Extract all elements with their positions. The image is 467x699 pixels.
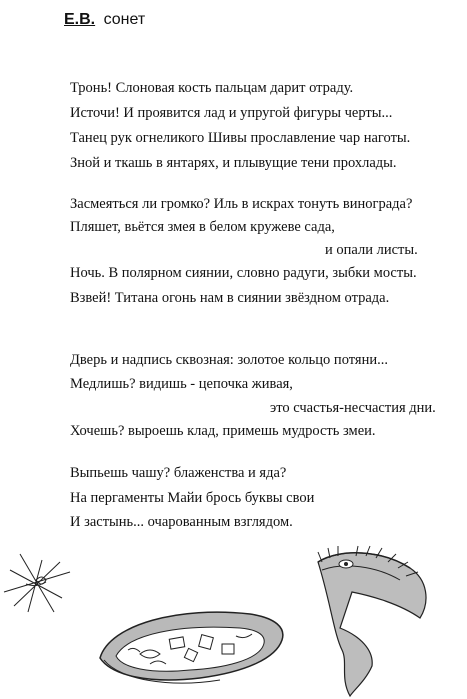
poem-line: На пергаменты Майи брось буквы свои (70, 490, 315, 506)
bowl-sketch-icon (100, 612, 283, 683)
poem-line: Источи! И проявится лад и упругой фигуры черты... (70, 105, 393, 121)
decorative-drawings (0, 540, 467, 699)
poem-line: Засмеяться ли громко? Иль в искрах тонуть винограда? (70, 196, 413, 212)
author-initials: Е.В. (64, 11, 96, 28)
poem-line: Ночь. В полярном сиянии, словно радуги, зыбки мосты. (70, 265, 417, 281)
poem-line: Танец рук огнеликого Шивы прославление чар наготы. (70, 130, 411, 146)
poem-line-indented: и опали листы. (325, 242, 418, 258)
poem-line: Дверь и надпись сквозная: золотое кольцо потяни... (70, 352, 388, 368)
poem-line: Медлишь? видишь - цепочка живая, (70, 376, 293, 392)
poem-line: Пляшет, вьётся змея в белом кружеве сада, (70, 219, 335, 235)
snake-eye-sketch-icon (318, 546, 426, 696)
poem-line: Тронь! Слоновая кость пальцам дарит отраду. (70, 80, 354, 96)
genre-label: сонет (103, 11, 146, 28)
star-sketch-icon (4, 554, 70, 612)
poem-line: Зной и ткашь в янтарях, и плывущие тени прохлады. (70, 155, 397, 171)
poem-line: И застынь... очарованным взглядом. (70, 514, 293, 530)
poem-line: Взвей! Титана огонь нам в сиянии звёздном отрада. (70, 290, 390, 306)
page-header (64, 10, 145, 30)
poem-line-indented: это счастья-несчастия дни. (270, 400, 436, 416)
poem-line: Выпьешь чашу? блаженства и яда? (70, 465, 287, 481)
poem-line: Хочешь? выроешь клад, примешь мудрость змеи. (70, 423, 376, 439)
